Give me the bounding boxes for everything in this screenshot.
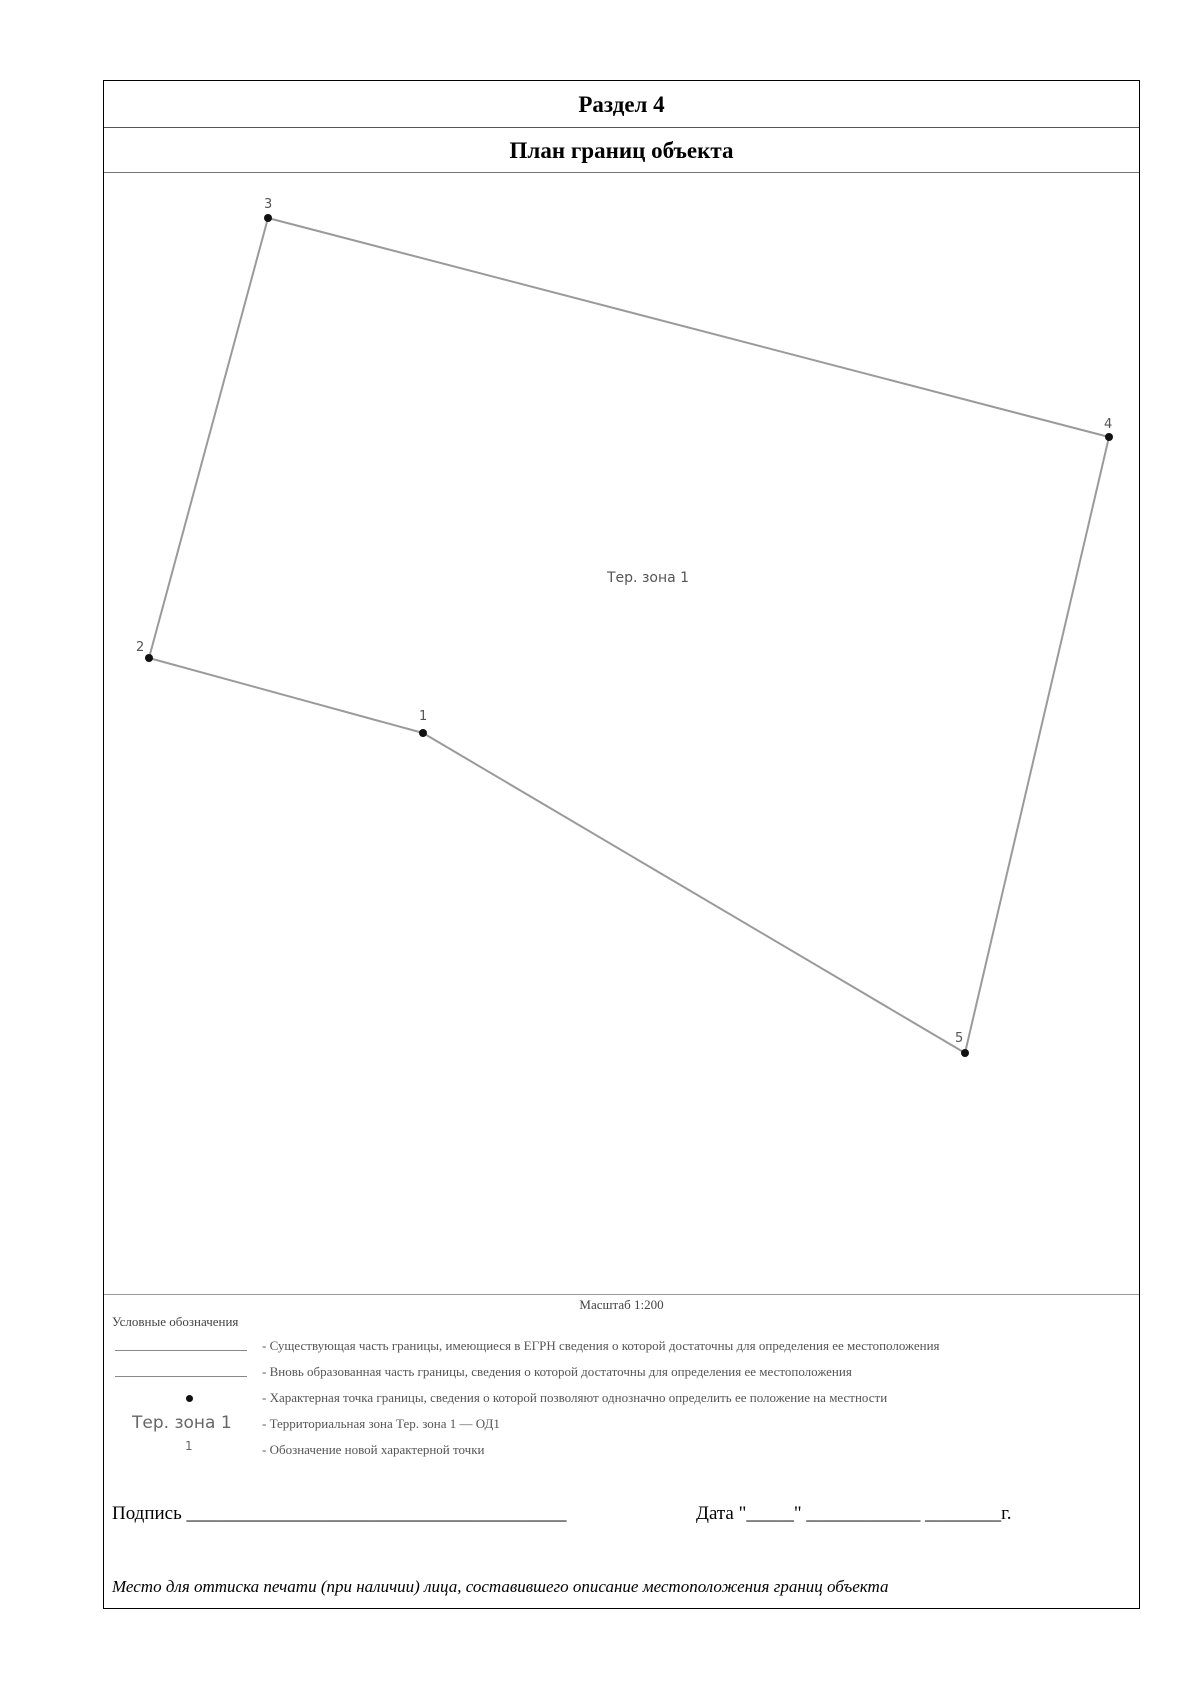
boundary-segment-5-1 [423,733,965,1053]
boundary-point-2 [145,654,153,662]
legend-item-characteristic-point [104,1385,1139,1411]
plan-divider [104,1294,1139,1295]
plan-title: План границ объекта [104,128,1139,173]
existing-boundary-line-symbol [112,1333,247,1359]
boundary-point-3 [264,214,272,222]
boundary-plan [104,173,1139,1373]
point-label-4: 4 [1104,417,1113,432]
boundary-segment-2-3 [149,218,268,658]
point-label-1: 1 [419,709,428,724]
section-title: Раздел 4 [104,81,1139,128]
scale-label: Масштаб 1:200 [579,1297,664,1312]
date-field: Дата "_____" ____________ ________г. [696,1503,1012,1524]
zone-label: Тер. зона 1 [607,570,690,586]
document-frame [103,80,1140,1609]
legend-item-point-number [104,1437,1139,1463]
new-boundary-line-symbol [112,1359,247,1385]
boundary-segment-4-5 [965,437,1109,1053]
point-label-2: 2 [136,640,145,655]
boundary-segment-1-2 [149,658,423,733]
boundary-polygon [144,208,1138,968]
legend-item-existing-boundary [104,1333,1139,1359]
legend-title: Условные обозначения [112,1314,239,1329]
stamp-note: Место для оттиска печати (при наличии) лица, составившего описание местоположения границ объекта [112,1577,889,1596]
point-label-3: 3 [264,197,273,212]
point-label-5: 5 [955,1031,964,1046]
boundary-point-4 [1105,433,1113,441]
boundary-segment-3-4 [268,218,1109,437]
boundary-plan-drawing [104,173,1138,1293]
zone-label-symbol: Тер. зона 1 [132,1413,232,1433]
boundary-point-1 [419,729,427,737]
legend-text: - Обозначение новой характерной точки [262,1442,485,1457]
point-number-symbol: 1 [185,1439,193,1453]
characteristic-point-icon [112,1385,247,1411]
legend-text: - Существующая часть границы, имеющиеся в ЕГРН сведения о которой достаточны для определения ее местоположения [262,1338,940,1353]
legend-text: - Территориальная зона Тер. зона 1 — ОД1 [262,1416,500,1431]
legend-item-new-boundary [104,1359,1139,1385]
signature-field: Подпись ________________________________________ [112,1503,567,1524]
legend-item-zone [104,1411,1139,1437]
boundary-point-5 [961,1049,969,1057]
legend-text: - Характерная точка границы, сведения о которой позволяют однозначно определить ее положение на местности [262,1390,888,1405]
legend-text: - Вновь образованная часть границы, сведения о которой достаточны для определения ее местоположения [262,1364,852,1379]
